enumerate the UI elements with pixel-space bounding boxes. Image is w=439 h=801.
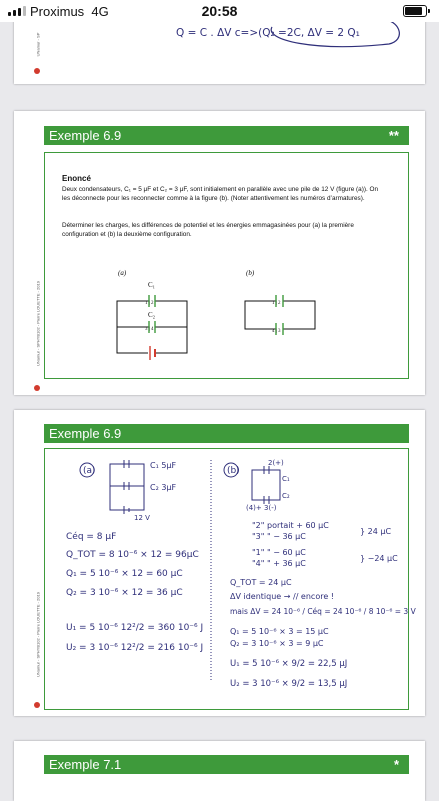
plates-sum-2: } −24 μC [360, 554, 398, 563]
b-plates-12: 1 | 2 [272, 301, 281, 306]
top-side-label [32, 22, 42, 62]
red-marker-icon [34, 68, 40, 74]
plates-line-3: "1" " − 60 μC [252, 548, 306, 557]
enonce-title: Enoncé [62, 174, 91, 183]
c1-note: C₁ 5μF [150, 461, 177, 470]
b-c1-note: C₁ [282, 475, 290, 483]
slide-title-bar [44, 126, 409, 145]
top-formula: Q = C . ΔV c=>(Q₂ =2C, ΔV = 2 Q₁ [176, 27, 360, 39]
c2-label: C₂ [148, 311, 156, 319]
u2b-line: U₂ = 3 10⁻⁶ × 9/2 = 13,5 μJ [230, 679, 348, 689]
side-text: UNamur - SPHYB102 - Pierre LOUETTE - 2019 [35, 281, 41, 366]
difficulty-stars: * [393, 757, 399, 772]
qtot-b-line: Q_TOT = 24 μC [230, 578, 292, 587]
voltage-note: 12 V [134, 514, 150, 522]
enonce-paragraph-1: Deux condensateurs, C₁ = 5 μF et C₂ = 3 μF, sont initialement en parallèle avec une pile de 12 V (figure (a)). On les déconnecte pour les reconnecter comme à la figure (b). (Noter attentivement les numéros d’armatures). [62, 186, 379, 202]
dv-note-line: ΔV identique → // encore ! [230, 592, 335, 601]
ceq-line: Céq = 8 μF [66, 532, 117, 542]
sol-a-label: (a) [83, 466, 96, 476]
plates-line-4: "4" " + 36 μC [252, 559, 306, 568]
slide-title: Exemple 6.9 [49, 128, 122, 143]
slide-title-bar [44, 755, 409, 774]
slide-title: Exemple 7.1 [49, 757, 122, 772]
q1b-line: Q₁ = 5 10⁻⁶ × 3 = 15 μC [230, 627, 329, 636]
difficulty-stars: ** [388, 128, 399, 143]
plates-line-1: "2" portait + 60 μC [252, 521, 329, 530]
slide-page-3[interactable] [14, 741, 425, 801]
u1-line: U₁ = 5 10⁻⁶ 12²/2 = 360 10⁻⁶ J [66, 623, 204, 633]
b-bottom-note: (4)+ 3(-) [246, 504, 277, 512]
u1b-line: U₁ = 5 10⁻⁶ × 9/2 = 22,5 μJ [230, 659, 348, 669]
b-top-note: 2(+) [268, 459, 284, 467]
b-plates-43: 4 | 3 [272, 329, 281, 334]
top-side-text: UNamur - SP [35, 32, 41, 57]
slide-title: Exemple 6.9 [49, 426, 122, 441]
circuit-figures [0, 260, 439, 380]
q2b-line: Q₂ = 3 10⁻⁶ × 3 = 9 μC [230, 639, 324, 648]
red-marker-icon [34, 385, 40, 391]
b-c2-note: C₂ [282, 492, 290, 500]
u2-line: U₂ = 3 10⁻⁶ 12²/2 = 216 10⁻⁶ J [66, 643, 204, 653]
side-text: UNamur - SPHYB102 - Pierre LOUETTE - 2019 [35, 592, 41, 677]
q1-line: Q₁ = 5 10⁻⁶ × 12 = 60 μC [66, 569, 183, 579]
handwritten-solution [14, 410, 425, 716]
battery-icon [403, 5, 427, 17]
dv-calc-line: mais ΔV = 24 10⁻⁶ / Céq = 24 10⁻⁶ / 8 10⁻⁶ = 3 V [230, 607, 416, 616]
c2-note: C₂ 3μF [150, 483, 177, 492]
plates-sum-1: } 24 μC [360, 527, 392, 536]
sol-b-label: (b) [227, 466, 240, 476]
a-plates-34: 3 | 4 [145, 327, 154, 332]
c1-label: C₁ [148, 281, 156, 289]
a-plates-12: 1 | 2 [145, 301, 154, 306]
fig-b-label: (b) [246, 269, 255, 277]
slide-page-2[interactable] [14, 410, 425, 716]
qtot-line: Q_TOT = 8 10⁻⁶ × 12 = 96μC [66, 550, 199, 560]
plates-line-2: "3" " − 36 μC [252, 532, 306, 541]
status-bar [0, 0, 439, 22]
fig-a-label: (a) [118, 269, 127, 277]
carrier-name: Proximus [30, 4, 85, 19]
enonce-paragraph-2: Déterminer les charges, les différences de potentiel et les énergies emmagasinées pour (a) la première configuration et (b) la deuxième configuration. [62, 222, 354, 238]
network-type: 4G [91, 4, 109, 19]
q2-line: Q₂ = 3 10⁻⁶ × 12 = 36 μC [66, 588, 183, 598]
status-time: 20:58 [201, 3, 238, 19]
